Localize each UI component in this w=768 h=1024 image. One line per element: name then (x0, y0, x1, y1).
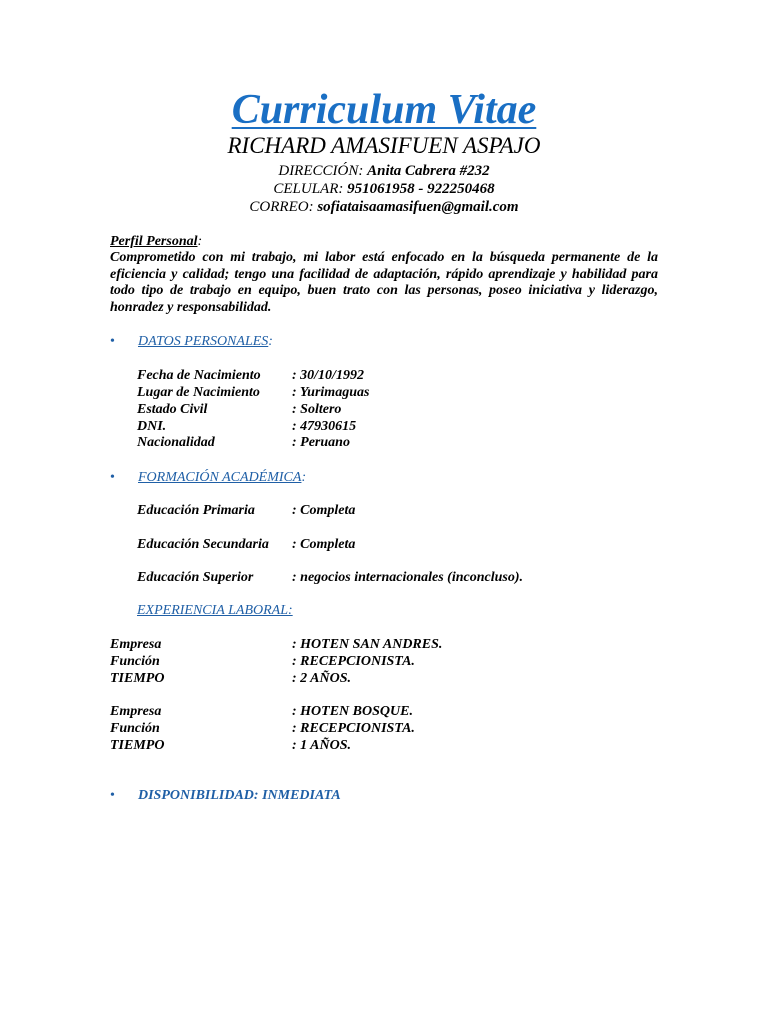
bullet-icon: • (110, 788, 115, 803)
profile-heading (110, 233, 202, 250)
experience-row (110, 636, 442, 653)
personal-label: Nacionalidad (137, 435, 215, 450)
email-line (0, 198, 768, 216)
personal-label: DNI. (137, 419, 167, 434)
personal-value: : Peruano (292, 435, 350, 450)
section-education-header (110, 469, 306, 487)
address-value: Anita Cabrera #232 (367, 163, 490, 179)
section-education-title (138, 469, 306, 487)
availability-text: DISPONIBILIDAD: INMEDIATA (138, 788, 341, 803)
experience-row (110, 703, 413, 720)
experience-value: : RECEPCIONISTA. (292, 654, 415, 669)
personal-label: Lugar de Nacimiento (137, 385, 260, 400)
education-value: : negocios internacionales (inconcluso). (292, 570, 524, 585)
experience-label: TIEMPO (110, 738, 165, 753)
bullet-icon: • (110, 470, 115, 485)
experience-row (110, 737, 351, 754)
personal-value: : Soltero (292, 402, 342, 417)
personal-row (137, 384, 369, 401)
personal-label: Estado Civil (137, 402, 208, 417)
candidate-name: RICHARD AMASIFUEN ASPAJO (227, 133, 541, 158)
personal-row (137, 401, 341, 418)
section-personal-header (110, 333, 273, 351)
experience-row (110, 653, 415, 670)
section-education-title-colon: : (301, 470, 307, 485)
personal-row (137, 434, 350, 451)
section-education-title-text: FORMACIÓN ACADÉMICA (138, 470, 302, 485)
experience-value: : 1 AÑOS. (292, 738, 351, 753)
email-label: CORREO: (249, 199, 314, 215)
document-title: Curriculum Vitae (231, 87, 537, 133)
experience-value: : 2 AÑOS. (292, 671, 351, 686)
section-personal-title-colon: : (268, 334, 273, 349)
section-availability (110, 787, 341, 805)
education-label: Educación Superior (137, 570, 254, 585)
profile-heading-colon: : (197, 234, 203, 249)
experience-value: : RECEPCIONISTA. (292, 721, 415, 736)
personal-row (137, 367, 364, 384)
experience-label: TIEMPO (110, 671, 165, 686)
address-line (0, 162, 768, 180)
personal-value: : Yurimaguas (292, 385, 370, 400)
education-row (137, 502, 355, 519)
experience-label: Función (110, 721, 160, 736)
experience-value: : HOTEN BOSQUE. (292, 704, 413, 719)
address-label: DIRECCIÓN: (278, 163, 364, 179)
phone-label: CELULAR: (273, 181, 344, 197)
experience-label: Función (110, 654, 160, 669)
experience-label: Empresa (110, 704, 162, 719)
education-row (137, 536, 355, 553)
personal-row (137, 418, 356, 435)
profile-heading-text: Perfil Personal (110, 234, 198, 249)
education-value: : Completa (292, 503, 356, 518)
profile-text: Comprometido con mi trabajo, mi labor está enfocado en la búsqueda permanente de la eficiencia y calidad; tengo una facilidad de adaptación, rápido aprendizaje y habilidad para todo tipo de trabajo en equipo, buen trato con las personas, poseo iniciativa y liderazgo, honradez y responsabilidad. (110, 250, 658, 316)
phone-value: 951061958 - 922250468 (347, 181, 495, 197)
experience-label: Empresa (110, 637, 162, 652)
education-label: Educación Primaria (137, 503, 255, 518)
phone-line (0, 180, 768, 198)
education-row (137, 569, 523, 586)
section-personal-title-text: DATOS PERSONALES (138, 334, 269, 349)
personal-value: : 30/10/1992 (292, 368, 364, 383)
experience-value: : HOTEN SAN ANDRES. (292, 637, 443, 652)
experience-row (110, 670, 351, 687)
education-value: : Completa (292, 537, 356, 552)
email-value: sofiataisaamasifuen@gmail.com (317, 199, 519, 215)
bullet-icon: • (110, 334, 115, 349)
section-personal-title (138, 333, 273, 351)
education-label: Educación Secundaria (137, 537, 269, 552)
section-experience-title: EXPERIENCIA LABORAL: (137, 603, 293, 618)
personal-label: Fecha de Nacimiento (137, 368, 261, 383)
personal-value: : 47930615 (292, 419, 357, 434)
experience-row (110, 720, 415, 737)
